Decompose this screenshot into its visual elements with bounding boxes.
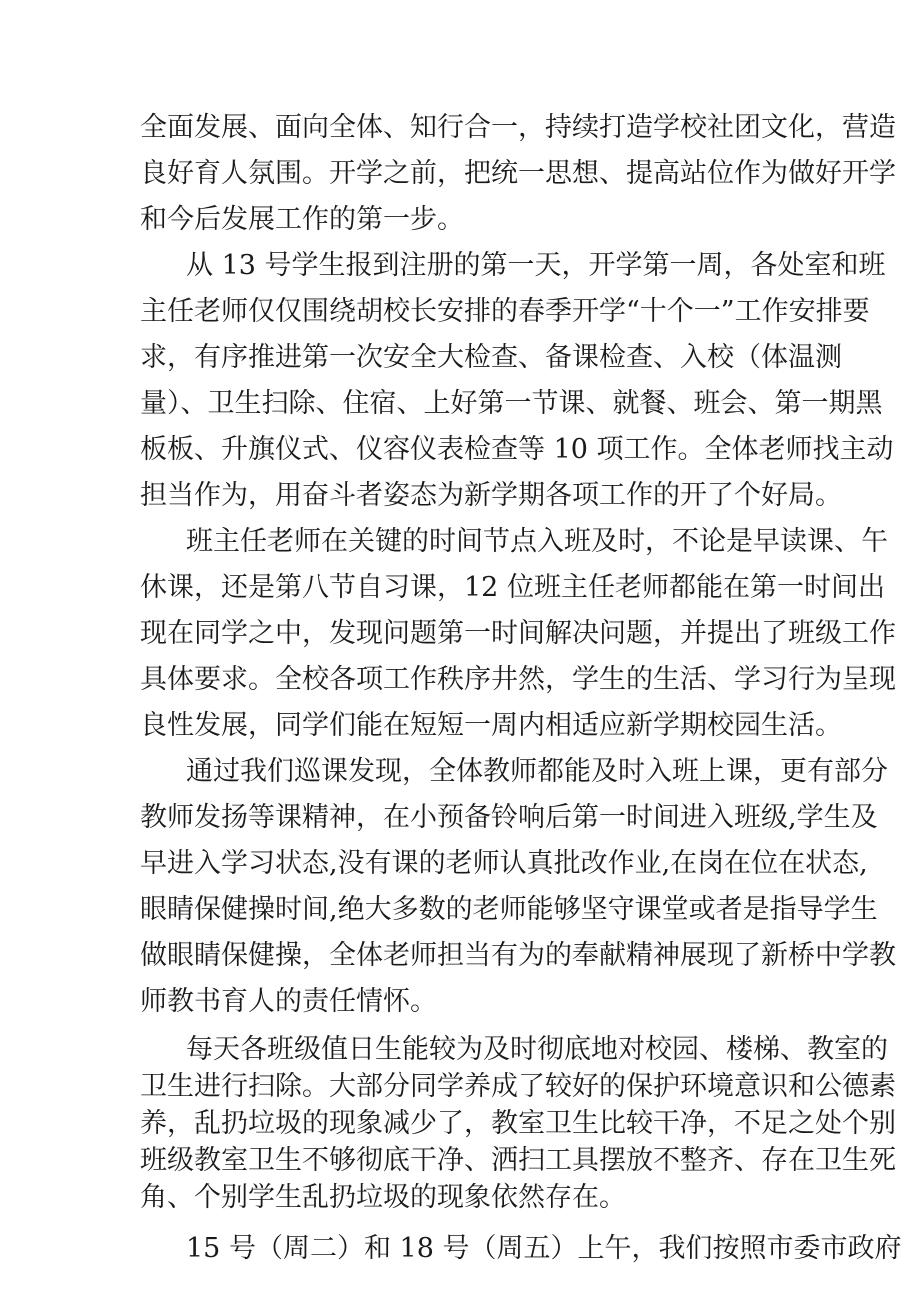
- paragraph-3-line-1: 班主任老师在关键的时间节点入班及时，不论是早读课、午: [186, 526, 888, 557]
- paragraph-3-line-4: 具体要求。全校各项工作秩序井然，学生的生活、学习行为呈现: [140, 664, 896, 695]
- paragraph-4-line-1: 通过我们巡课发现，全体教师都能及时入班上课，更有部分: [186, 756, 888, 787]
- paragraph-4-line-4: 眼睛保健操时间,绝大多数的老师能够坚守课堂或者是指导学生: [140, 894, 878, 925]
- paragraph-3-line-3: 现在同学之中，发现问题第一时间解决问题，并提出了班级工作: [140, 618, 896, 649]
- paragraph-5-line-1: 每天各班级值日生能较为及时彻底地对校园、楼梯、教室的: [186, 1034, 888, 1065]
- paragraph-4-line-5: 做眼睛保健操，全体老师担当有为的奉献精神展现了新桥中学教: [140, 940, 896, 971]
- paragraph-5-line-4: 班级教室卫生不够彻底干净、洒扫工具摆放不整齐、存在卫生死: [140, 1145, 896, 1176]
- paragraph-2-line-5: 板板、升旗仪式、仪容仪表检查等 10 项工作。全体老师找主动: [140, 434, 894, 465]
- paragraph-2-line-4: 量）、卫生扫除、住宿、上好第一节课、就餐、班会、第一期黑: [140, 388, 883, 419]
- paragraph-2-line-3: 求，有序推进第一次安全大检查、备课检查、入校（体温测: [140, 342, 842, 373]
- paragraph-2-line-2: 主任老师仅仅围绕胡校长安排的春季开学“十个一”工作安排要: [140, 296, 870, 327]
- paragraph-1-line-3: 和今后发展工作的第一步。: [140, 204, 464, 235]
- paragraph-1-line-2: 良好育人氛围。开学之前，把统一思想、提高站位作为做好开学: [140, 158, 896, 189]
- paragraph-1-line-1: 全面发展、面向全体、知行合一，持续打造学校社团文化，营造: [140, 112, 896, 143]
- paragraph-5-line-2: 卫生进行扫除。大部分同学养成了较好的保护环境意识和公德素: [140, 1071, 896, 1102]
- paragraph-2-line-6: 担当作为，用奋斗者姿态为新学期各项工作的开了个好局。: [140, 480, 842, 511]
- paragraph-2-line-1: 从 13 号学生报到注册的第一天，开学第一周，各处室和班: [186, 250, 886, 281]
- paragraph-4-line-2: 教师发扬等课精神，在小预备铃响后第一时间进入班级,学生及: [140, 802, 878, 833]
- paragraph-4-line-3: 早进入学习状态,没有课的老师认真批改作业,在岗在位在状态,: [140, 848, 868, 879]
- paragraph-5-line-3: 养，乱扔垃圾的现象减少了，教室卫生比较干净，不足之处个别: [140, 1108, 896, 1139]
- paragraph-6-line-1: 15 号（周二）和 18 号（周五）上午，我们按照市委市政府: [186, 1233, 902, 1264]
- paragraph-3-line-2: 休课，还是第八节自习课，12 位班主任老师都能在第一时间出: [140, 572, 885, 603]
- paragraph-5-line-5: 角、个别学生乱扔垃圾的现象依然存在。: [140, 1182, 626, 1213]
- paragraph-3-line-5: 良性发展，同学们能在短短一周内相适应新学期校园生活。: [140, 710, 842, 741]
- paragraph-4-line-6: 师教书育人的责任情怀。: [140, 986, 437, 1017]
